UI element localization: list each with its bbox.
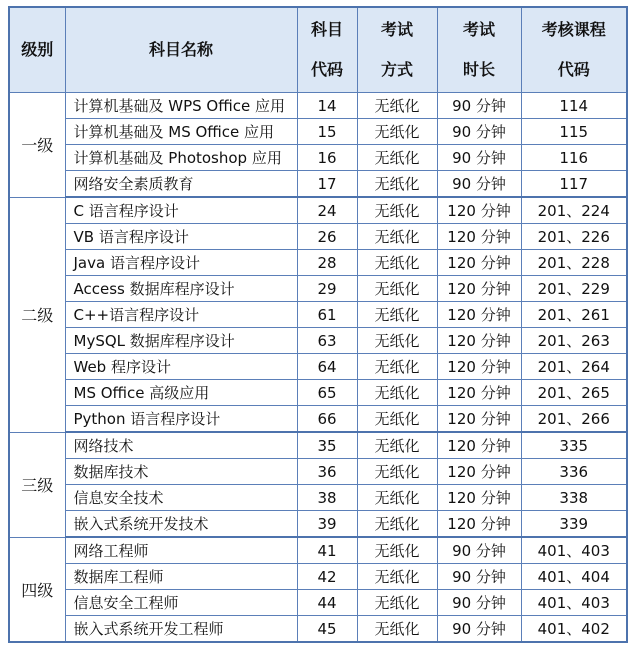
- subject-code-cell: 66: [297, 406, 357, 433]
- exam-mode-cell: 无纸化: [357, 328, 437, 354]
- table-row: [9, 380, 627, 406]
- subject-code-cell: 36: [297, 459, 357, 485]
- course-code-cell: 117: [521, 171, 627, 198]
- subject-name-cell: 计算机基础及 MS Office 应用: [65, 119, 297, 145]
- exam-mode-cell: 无纸化: [357, 145, 437, 171]
- header-level: 级别: [9, 7, 65, 93]
- level-cell: 二级: [9, 197, 65, 432]
- duration-cell: 120 分钟: [437, 511, 521, 538]
- table-row: [9, 511, 627, 538]
- subject-name-cell: VB 语言程序设计: [65, 224, 297, 250]
- duration-cell: 90 分钟: [437, 145, 521, 171]
- table-row: [9, 485, 627, 511]
- subject-name-cell: MySQL 数据库程序设计: [65, 328, 297, 354]
- exam-mode-cell: 无纸化: [357, 432, 437, 459]
- table-row: [9, 145, 627, 171]
- table-row: [9, 171, 627, 198]
- exam-mode-cell: 无纸化: [357, 590, 437, 616]
- table-row: [9, 93, 627, 119]
- subject-code-cell: 42: [297, 564, 357, 590]
- course-code-cell: 335: [521, 432, 627, 459]
- course-code-cell: 201、264: [521, 354, 627, 380]
- subject-name-cell: 网络技术: [65, 432, 297, 459]
- header-duration: [437, 7, 521, 93]
- exam-mode-cell: 无纸化: [357, 511, 437, 538]
- subject-code-cell: 65: [297, 380, 357, 406]
- subject-code-cell: 61: [297, 302, 357, 328]
- course-code-cell: 116: [521, 145, 627, 171]
- exam-mode-cell: 无纸化: [357, 380, 437, 406]
- duration-cell: 120 分钟: [437, 328, 521, 354]
- duration-cell: 90 分钟: [437, 616, 521, 643]
- course-code-cell: 201、266: [521, 406, 627, 433]
- table-row: [9, 564, 627, 590]
- subject-code-cell: 38: [297, 485, 357, 511]
- duration-cell: 120 分钟: [437, 197, 521, 224]
- duration-cell: 120 分钟: [437, 406, 521, 433]
- course-code-cell: 115: [521, 119, 627, 145]
- subject-code-cell: 35: [297, 432, 357, 459]
- course-code-cell: 201、226: [521, 224, 627, 250]
- subject-code-cell: 17: [297, 171, 357, 198]
- table-row: [9, 328, 627, 354]
- subject-name-cell: 数据库工程师: [65, 564, 297, 590]
- subject-code-cell: 24: [297, 197, 357, 224]
- header-course-code-line2: 代码: [557, 60, 590, 79]
- table-row: [9, 119, 627, 145]
- duration-cell: 90 分钟: [437, 119, 521, 145]
- level-cell: 三级: [9, 432, 65, 537]
- subject-code-cell: 41: [297, 537, 357, 564]
- subject-name-cell: 网络工程师: [65, 537, 297, 564]
- subject-code-cell: 28: [297, 250, 357, 276]
- table-body: [9, 93, 627, 643]
- duration-cell: 90 分钟: [437, 537, 521, 564]
- course-code-cell: 338: [521, 485, 627, 511]
- subject-name-cell: Web 程序设计: [65, 354, 297, 380]
- header-exam-mode-line2: 方式: [380, 60, 413, 79]
- header-exam-mode: [357, 7, 437, 93]
- table-row: [9, 224, 627, 250]
- exam-mode-cell: 无纸化: [357, 485, 437, 511]
- subject-code-cell: 29: [297, 276, 357, 302]
- exam-mode-cell: 无纸化: [357, 197, 437, 224]
- header-course-code-line1: 考核课程: [541, 20, 606, 39]
- table-row: [9, 302, 627, 328]
- exam-mode-cell: 无纸化: [357, 354, 437, 380]
- subject-name-cell: 计算机基础及 WPS Office 应用: [65, 93, 297, 119]
- duration-cell: 90 分钟: [437, 171, 521, 198]
- course-code-cell: 336: [521, 459, 627, 485]
- course-code-cell: 201、224: [521, 197, 627, 224]
- header-duration-line2: 时长: [462, 60, 495, 79]
- exam-mode-cell: 无纸化: [357, 250, 437, 276]
- course-code-cell: 401、403: [521, 537, 627, 564]
- header-subject-name: 科目名称: [65, 7, 297, 93]
- exam-mode-cell: 无纸化: [357, 276, 437, 302]
- subject-name-cell: MS Office 高级应用: [65, 380, 297, 406]
- duration-cell: 90 分钟: [437, 564, 521, 590]
- table-row: [9, 590, 627, 616]
- level-cell: 四级: [9, 537, 65, 642]
- duration-cell: 120 分钟: [437, 485, 521, 511]
- header-exam-mode-line1: 考试: [380, 20, 413, 39]
- subject-name-cell: 信息安全工程师: [65, 590, 297, 616]
- duration-cell: 120 分钟: [437, 432, 521, 459]
- duration-cell: 120 分钟: [437, 302, 521, 328]
- subject-name-cell: 嵌入式系统开发技术: [65, 511, 297, 538]
- table-row: [9, 276, 627, 302]
- subject-code-cell: 15: [297, 119, 357, 145]
- subject-code-cell: 16: [297, 145, 357, 171]
- subject-code-cell: 44: [297, 590, 357, 616]
- exam-mode-cell: 无纸化: [357, 459, 437, 485]
- table-row: [9, 459, 627, 485]
- exam-mode-cell: 无纸化: [357, 537, 437, 564]
- course-code-cell: 401、403: [521, 590, 627, 616]
- header-subject-code: [297, 7, 357, 93]
- subject-name-cell: 数据库技术: [65, 459, 297, 485]
- table-row: [9, 406, 627, 433]
- subject-code-cell: 14: [297, 93, 357, 119]
- exam-mode-cell: 无纸化: [357, 564, 437, 590]
- subject-name-cell: Python 语言程序设计: [65, 406, 297, 433]
- subject-code-cell: 45: [297, 616, 357, 643]
- header-subject-code-line2: 代码: [310, 60, 343, 79]
- course-code-cell: 401、402: [521, 616, 627, 643]
- duration-cell: 90 分钟: [437, 93, 521, 119]
- course-code-cell: 201、263: [521, 328, 627, 354]
- table-row: [9, 354, 627, 380]
- subject-code-cell: 63: [297, 328, 357, 354]
- exam-mode-cell: 无纸化: [357, 224, 437, 250]
- subject-name-cell: Access 数据库程序设计: [65, 276, 297, 302]
- duration-cell: 120 分钟: [437, 380, 521, 406]
- duration-cell: 120 分钟: [437, 354, 521, 380]
- exam-mode-cell: 无纸化: [357, 171, 437, 198]
- duration-cell: 120 分钟: [437, 459, 521, 485]
- duration-cell: 120 分钟: [437, 224, 521, 250]
- course-code-cell: 201、228: [521, 250, 627, 276]
- subject-name-cell: Java 语言程序设计: [65, 250, 297, 276]
- subject-name-cell: C 语言程序设计: [65, 197, 297, 224]
- exam-subjects-table: [8, 6, 628, 643]
- subject-code-cell: 26: [297, 224, 357, 250]
- table-header: [9, 7, 627, 93]
- exam-mode-cell: 无纸化: [357, 119, 437, 145]
- subject-name-cell: 网络安全素质教育: [65, 171, 297, 198]
- duration-cell: 120 分钟: [437, 250, 521, 276]
- subject-code-cell: 39: [297, 511, 357, 538]
- table-row: [9, 616, 627, 643]
- course-code-cell: 201、229: [521, 276, 627, 302]
- course-code-cell: 401、404: [521, 564, 627, 590]
- course-code-cell: 114: [521, 93, 627, 119]
- level-cell: 一级: [9, 93, 65, 198]
- exam-mode-cell: 无纸化: [357, 616, 437, 643]
- exam-mode-cell: 无纸化: [357, 93, 437, 119]
- header-duration-line1: 考试: [462, 20, 495, 39]
- exam-mode-cell: 无纸化: [357, 302, 437, 328]
- subject-name-cell: 计算机基础及 Photoshop 应用: [65, 145, 297, 171]
- header-subject-code-line1: 科目: [310, 20, 343, 39]
- table-row: [9, 197, 627, 224]
- subject-code-cell: 64: [297, 354, 357, 380]
- table-row: [9, 250, 627, 276]
- course-code-cell: 339: [521, 511, 627, 538]
- subject-name-cell: C++语言程序设计: [65, 302, 297, 328]
- exam-mode-cell: 无纸化: [357, 406, 437, 433]
- course-code-cell: 201、265: [521, 380, 627, 406]
- subject-name-cell: 信息安全技术: [65, 485, 297, 511]
- duration-cell: 120 分钟: [437, 276, 521, 302]
- header-course-code: [521, 7, 627, 93]
- table-row: [9, 537, 627, 564]
- duration-cell: 90 分钟: [437, 590, 521, 616]
- table-row: [9, 432, 627, 459]
- subject-name-cell: 嵌入式系统开发工程师: [65, 616, 297, 643]
- course-code-cell: 201、261: [521, 302, 627, 328]
